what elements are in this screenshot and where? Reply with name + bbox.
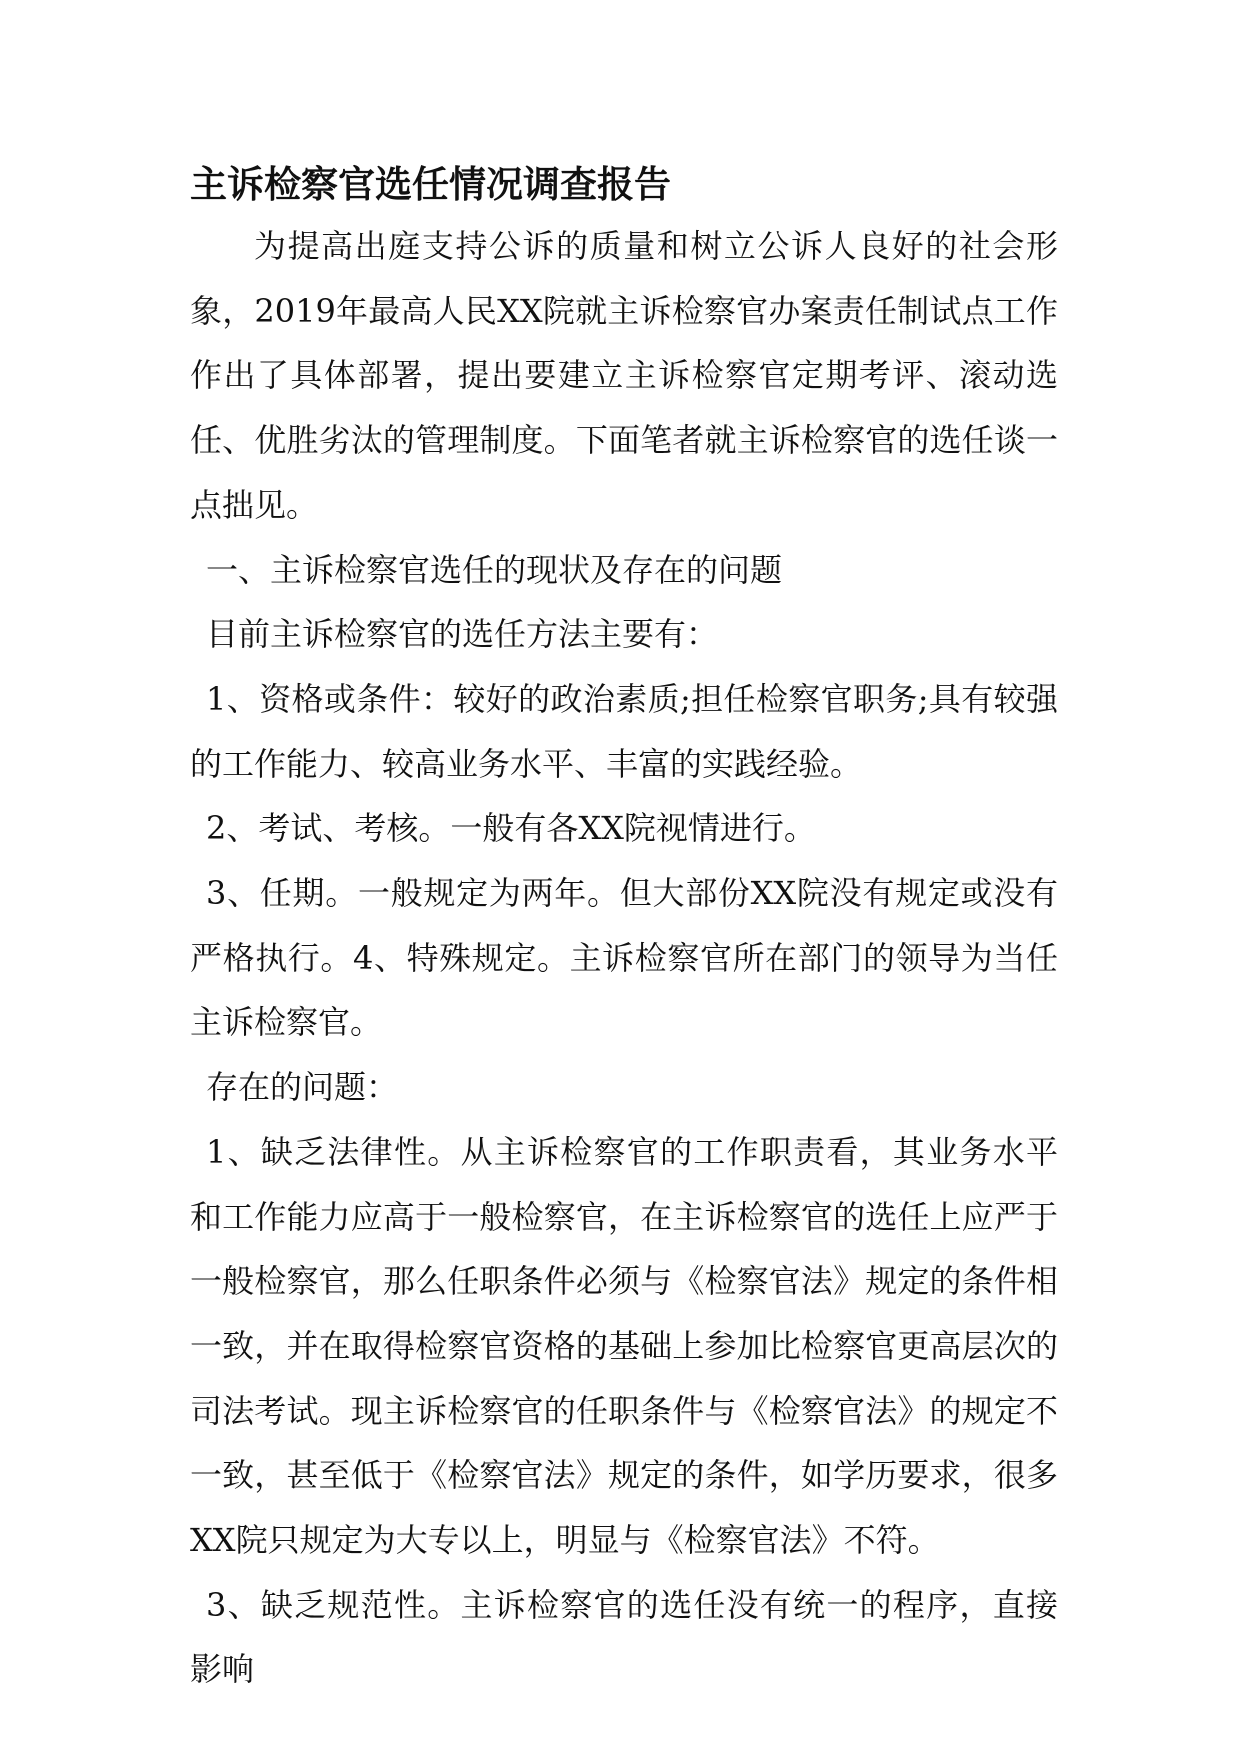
paragraph-item-exams: 2、考试、考核。一般有各XX院视情进行。 [206,809,816,848]
paragraph-intro: 为提高出庭支持公诉的质量和树立公诉人良好的社会形象，2019年最高人民XX院就主诉检察官办案责任制试点工作作出了具体部署，提出要建立主诉检察官定期考评、滚动选任、优胜劣汰的管理制度。下面笔者就主诉检察官的选任谈一点拙见。 [190,227,1058,524]
paragraph-problems-intro: 存在的问题： [206,1068,399,1107]
paragraph-problem-standardization: 3、缺乏规范性。主诉检察官的选任没有统一的程序，直接影响 [190,1585,1058,1689]
paragraph-problem-legality: 1、缺乏法律性。从主诉检察官的工作职责看，其业务水平和工作能力应高于一般检察官，在主诉检察官的选任上应严于一般检察官，那么任职条件必须与《检察官法》规定的条件相一致，并在取得检察官资格的基础上参加比检察官更高层次的司法考试。现主诉检察官的任职条件与《检察官法》的规定不一致，甚至低于《检察官法》规定的条件，如学历要求，很多XX院只规定为大专以上，明显与《检察官法》不符。 [190,1132,1058,1560]
paragraph-item-qualifications: 1、资格或条件：较好的政治素质;担任检察官职务;具有较强的工作能力、较高业务水平、丰富的实践经验。 [190,679,1058,783]
section-heading-1: 一、主诉检察官选任的现状及存在的问题 [206,550,783,589]
document-title: 主诉检察官选任情况调查报告 [190,162,671,206]
paragraph-item-term: 3、任期。一般规定为两年。但大部份XX院没有规定或没有严格执行。4、特殊规定。主诉检察官所在部门的领导为当任主诉检察官。 [190,874,1058,1042]
document-body [190,214,1058,1702]
paragraph-methods-intro: 目前主诉检察官的选任方法主要有： [206,615,719,654]
